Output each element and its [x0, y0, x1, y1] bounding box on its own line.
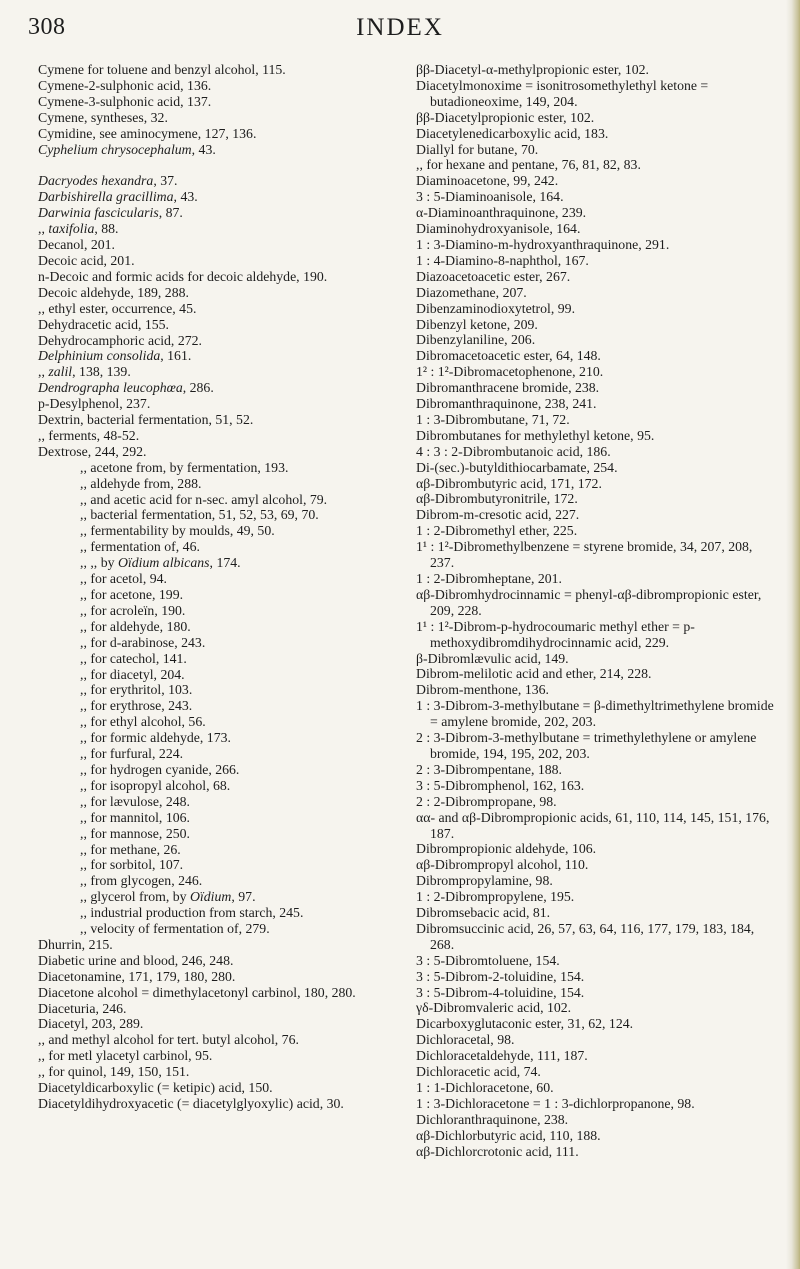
page-edge — [786, 0, 800, 1269]
index-entry: αβ-Dibrombutyric acid, 171, 172. — [416, 475, 602, 491]
index-entry: Cymene-2-sulphonic acid, 136. — [38, 77, 212, 93]
index-entry: Dibenzyl ketone, 209. — [416, 316, 538, 332]
index-entry: ,, zalil, 138, 139. — [38, 364, 131, 380]
index-entry: 1 : 2-Dibrompropylene, 195. — [416, 889, 575, 905]
index-entry: ,, for isopropyl alcohol, 68. — [80, 777, 231, 793]
index-entry: 4 : 3 : 2-Dibrombutanoic acid, 186. — [416, 443, 611, 459]
index-entry: ,, for hexane and pentane, 76, 81, 82, 83. — [416, 157, 641, 173]
italic-term: Darbishirella gracillima — [38, 189, 174, 205]
index-entry: Dicarboxyglutaconic ester, 31, 62, 124. — [416, 1016, 634, 1032]
index-entry: Dichloranthraquinone, 238. — [416, 1111, 569, 1127]
italic-term: Darwinia fascicularis — [38, 205, 159, 221]
index-entry: ,, for d-arabinose, 243. — [80, 634, 206, 650]
index-entry: αβ-Dibrompropyl alcohol, 110. — [416, 857, 589, 873]
index-entry: ,, for erythrose, 243. — [80, 698, 193, 714]
index-entry: Dichloracetaldehyde, 111, 187. — [416, 1048, 588, 1064]
italic-term: Delphinium consolida — [38, 348, 161, 364]
index-entry: Dibromacetoacetic ester, 64, 148. — [416, 348, 601, 364]
index-entry: ,, for aldehyde, 180. — [80, 618, 191, 634]
index-entry: Diazoacetoacetic ester, 267. — [416, 268, 571, 284]
index-entry: ,, for ethyl alcohol, 56. — [80, 714, 206, 730]
index-entry: 2 : 3-Dibrom-3-methylbutane = trimethylethylene or amylene bromide, 194, 195, 202, 203. — [416, 730, 757, 761]
index-entry: αβ-Dichlorbutyric acid, 110, 188. — [416, 1127, 601, 1143]
index-entry: ,, for methane, 26. — [80, 841, 181, 857]
index-entry: ,, for diacetyl, 204. — [80, 666, 185, 682]
page-number: 308 — [28, 14, 66, 40]
index-entry: 1 : 3-Dichloracetone = 1 : 3-dichlorpropanone, 98. — [416, 1095, 695, 1111]
index-entry: Cymene for toluene and benzyl alcohol, 115. — [38, 62, 286, 77]
index-entry: Dichloracetic acid, 74. — [416, 1064, 541, 1080]
index-entry: Dehydrocamphoric acid, 272. — [38, 332, 202, 348]
index-entry: Darbishirella gracillima, 43. — [38, 189, 198, 205]
index-entry: 1¹ : 1²-Dibrom-p-hydrocoumaric methyl ether = p-methoxydibromdihydrocinnamic acid, 229. — [416, 618, 695, 650]
index-entry: Dibromsebacic acid, 81. — [416, 905, 551, 921]
index-entry: Dibenzylaniline, 206. — [416, 332, 536, 348]
index-entry: Dextrin, bacterial fermentation, 51, 52. — [38, 412, 254, 428]
index-entry: Dehydracetic acid, 155. — [38, 316, 170, 332]
index-entry: ,, for furfural, 224. — [80, 746, 184, 762]
index-entry: Dibrom-menthone, 136. — [416, 682, 549, 698]
index-entry: ,, for lævulose, 248. — [80, 793, 190, 809]
index-entry: p-Desylphenol, 237. — [38, 396, 151, 412]
index-entry: 3 : 5-Dibrom-4-toluidine, 154. — [416, 984, 585, 1000]
index-entry: ,, for hydrogen cyanide, 266. — [80, 761, 240, 777]
index-entry: β-Dibromlævulic acid, 149. — [416, 650, 569, 666]
index-entry: ,, acetone from, by fermentation, 193. — [80, 459, 289, 475]
index-entry: γδ-Dibromvaleric acid, 102. — [416, 1000, 572, 1016]
index-entry: 3 : 5-Dibromphenol, 162, 163. — [416, 777, 585, 793]
index-entry: ,, glycerol from, by Oïdium, 97. — [80, 889, 256, 905]
index-entry: Diacetonamine, 171, 179, 180, 280. — [38, 968, 236, 984]
index-entry: αβ-Dibromhydrocinnamic = phenyl-αβ-dibrompropionic ester, 209, 228. — [416, 586, 762, 618]
index-entry: ,, industrial production from starch, 245. — [80, 905, 304, 921]
index-entry: Cymene-3-sulphonic acid, 137. — [38, 93, 212, 109]
index-entry: ,, fermentability by moulds, 49, 50. — [80, 523, 275, 539]
index-entry: 1 : 2-Dibromethyl ether, 225. — [416, 523, 578, 539]
index-entry: ββ-Diacetyl-α-methylpropionic ester, 102. — [416, 62, 649, 77]
index-entry: αβ-Dichlorcrotonic acid, 111. — [416, 1143, 579, 1159]
index-entry: Dibrom-m-cresotic acid, 227. — [416, 507, 580, 523]
index-entry: ,, for formic aldehyde, 173. — [80, 730, 231, 746]
page-header — [0, 10, 800, 50]
index-entry: ,, for metl ylacetyl carbinol, 95. — [38, 1048, 213, 1064]
index-entry: Diallyl for butane, 70. — [416, 141, 539, 157]
index-entry: Delphinium consolida, 161. — [38, 348, 192, 364]
index-entry: Diaminoacetone, 99, 242. — [416, 173, 559, 189]
index-entry: Dibrombutanes for methylethyl ketone, 95. — [416, 427, 655, 443]
index-entry: Di-(sec.)-butyldithiocarbamate, 254. — [416, 459, 618, 475]
index-entry: ,, for catechol, 141. — [80, 650, 187, 666]
index-entry: Diacetone alcohol = dimethylacetonyl carbinol, 180, 280. — [38, 984, 356, 1000]
index-entry: ,, taxifolia, 88. — [38, 221, 119, 237]
index-entry: Dibrompropionic aldehyde, 106. — [416, 841, 597, 857]
index-entry: Cymene, syntheses, 32. — [38, 109, 168, 125]
index-entry: Diacetyl, 203, 289. — [38, 1016, 144, 1032]
index-entry: 3 : 5-Dibrom-2-toluidine, 154. — [416, 968, 585, 984]
index-entry: Diazomethane, 207. — [416, 284, 527, 300]
index-entry: Dibrompropylamine, 98. — [416, 873, 553, 889]
index-entry: α-Diaminoanthraquinone, 239. — [416, 205, 587, 221]
index-entry: Diacetyldicarboxylic (= ketipic) acid, 150. — [38, 1080, 273, 1096]
index-entry: Dendrographa leucophœa, 286. — [38, 380, 214, 396]
index-entry: ,, ferments, 48-52. — [38, 427, 140, 443]
index-entry: ,, and methyl alcohol for tert. butyl alcohol, 76. — [38, 1032, 299, 1048]
index-column-left — [38, 62, 410, 1112]
index-entry: αβ-Dibrombutyronitrile, 172. — [416, 491, 578, 507]
index-entry: 1¹ : 1²-Dibromethylbenzene = styrene bromide, 34, 207, 208, 237. — [416, 539, 753, 571]
index-entry: 1 : 1-Dichloracetone, 60. — [416, 1080, 554, 1095]
index-entry: Diaceturia, 246. — [38, 1000, 127, 1016]
index-entry: Dibrom-melilotic acid and ether, 214, 228. — [416, 666, 652, 682]
section-gap — [38, 157, 410, 173]
index-column-right — [416, 62, 776, 1160]
index-entry: 2 : 2-Dibrompropane, 98. — [416, 793, 557, 809]
index-entry: 2 : 3-Dibrompentane, 188. — [416, 761, 562, 777]
italic-term: Oïdium — [189, 889, 232, 905]
index-entry: Diacetylmonoxime = isonitrosomethylethyl ketone = butadioneoxime, 149, 204. — [416, 77, 709, 109]
index-entry: ,, for acetol, 94. — [80, 571, 167, 587]
index-entry: Decoic aldehyde, 189, 288. — [38, 284, 189, 300]
index-entry: Dichloracetal, 98. — [416, 1032, 515, 1048]
index-entry: Dextrose, 244, 292. — [38, 443, 147, 459]
index-entry: 1² : 1²-Dibromacetophenone, 210. — [416, 364, 604, 380]
index-entry: Diabetic urine and blood, 246, 248. — [38, 952, 234, 968]
index-entry: αα- and αβ-Dibrompropionic acids, 61, 110, 114, 145, 151, 176, 187. — [416, 809, 770, 841]
index-entry: Dibromsuccinic acid, 26, 57, 63, 64, 116, 177, 179, 183, 184, 268. — [416, 920, 755, 952]
index-entry: Darwinia fascicularis, 87. — [38, 205, 183, 221]
index-entry: Diacetylenedicarboxylic acid, 183. — [416, 125, 609, 141]
index-entry: Dibromanthraquinone, 238, 241. — [416, 396, 597, 412]
italic-term: Cyphelium chrysocephalum — [38, 141, 192, 157]
index-entry: Diaminohydroxyanisole, 164. — [416, 221, 581, 237]
index-entry: ,, for acroleïn, 190. — [80, 602, 186, 618]
index-entry: ,, velocity of fermentation of, 279. — [80, 921, 270, 937]
index-entry: 1 : 2-Dibromheptane, 201. — [416, 571, 562, 586]
index-entry: Decoic acid, 201. — [38, 252, 135, 268]
italic-term: zalil — [48, 364, 73, 380]
index-entry: ,, for mannose, 250. — [80, 825, 190, 841]
index-entry: 1 : 4-Diamino-8-naphthol, 167. — [416, 252, 589, 268]
index-entry: ,, ethyl ester, occurrence, 45. — [38, 300, 197, 316]
italic-term: Oïdium albicans — [117, 555, 210, 571]
index-entry: Diacetyldihydroxyacetic (= diacetylglyoxylic) acid, 30. — [38, 1096, 344, 1111]
index-entry: Cymidine, see aminocymene, 127, 136. — [38, 125, 257, 141]
italic-term: Dacryodes hexandra — [38, 173, 154, 189]
index-entry: 1 : 3-Diamino-m-hydroxyanthraquinone, 291. — [416, 236, 670, 252]
index-entry: Dhurrin, 215. — [38, 936, 113, 952]
index-entry: ,, bacterial fermentation, 51, 52, 53, 69, 70. — [80, 507, 319, 523]
index-entry: Dibromanthracene bromide, 238. — [416, 380, 600, 396]
index-entry: ββ-Diacetylpropionic ester, 102. — [416, 109, 595, 125]
index-entry: ,, for erythritol, 103. — [80, 682, 193, 698]
index-entry: ,, from glycogen, 246. — [80, 873, 203, 889]
index-entry: ,, ,, by Oïdium albicans, 174. — [80, 555, 241, 571]
index-entry: Decanol, 201. — [38, 237, 116, 253]
index-entry: Dibenzaminodioxytetrol, 99. — [416, 300, 576, 316]
index-entry: 3 : 5-Diaminoanisole, 164. — [416, 189, 564, 205]
index-entry: ,, fermentation of, 46. — [80, 539, 200, 555]
index-entry: Cyphelium chrysocephalum, 43. — [38, 141, 216, 157]
running-title: INDEX — [356, 14, 444, 41]
index-entry: ,, for mannitol, 106. — [80, 809, 190, 825]
index-entry: ,, and acetic acid for n-sec. amyl alcohol, 79. — [80, 491, 328, 507]
index-entry: ,, for sorbitol, 107. — [80, 857, 184, 873]
index-entry: 1 : 3-Dibrom-3-methylbutane = β-dimethyltrimethylene bromide = amylene bromide, 202, 203. — [416, 698, 774, 730]
index-entry: n-Decoic and formic acids for decoic aldehyde, 190. — [38, 268, 328, 284]
index-entry: ,, aldehyde from, 288. — [80, 475, 202, 491]
italic-term: Dendrographa leucophœa — [38, 380, 183, 396]
index-entry: Dacryodes hexandra, 37. — [38, 173, 178, 189]
italic-term: taxifolia — [48, 221, 95, 237]
index-entry: 1 : 3-Dibrombutane, 71, 72. — [416, 411, 570, 427]
index-entry: 3 : 5-Dibromtoluene, 154. — [416, 952, 560, 968]
index-entry: ,, for quinol, 149, 150, 151. — [38, 1064, 190, 1080]
index-entry: ,, for acetone, 199. — [80, 587, 184, 602]
